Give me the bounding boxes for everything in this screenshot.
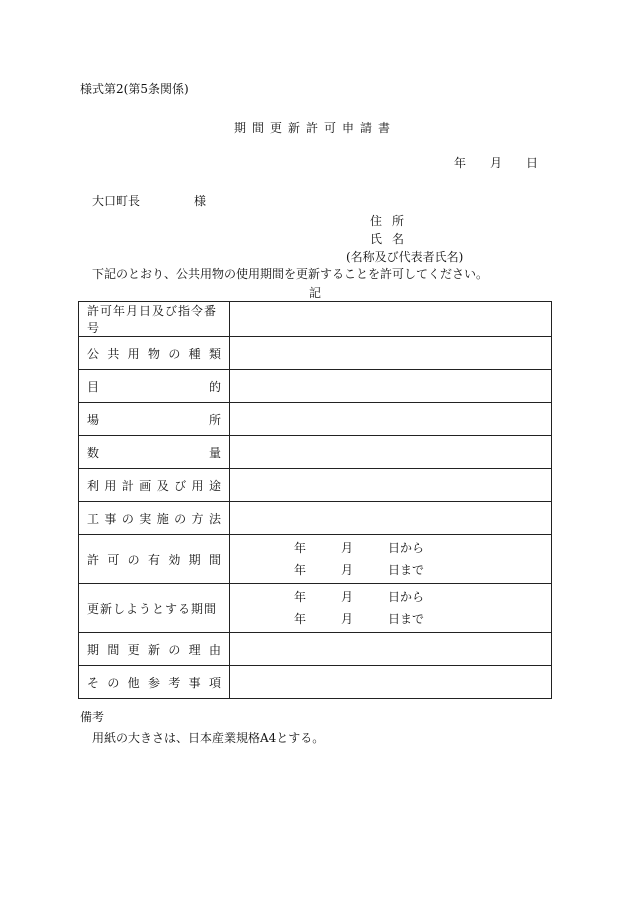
table-row xyxy=(79,535,552,584)
row-label xyxy=(79,502,230,535)
renewal-reason-field[interactable] xyxy=(230,633,552,666)
row-label xyxy=(79,584,230,633)
purpose-label: 目 的 xyxy=(87,379,221,394)
type-label: 公 共 用 物 の 種 類 xyxy=(87,346,221,361)
row-label xyxy=(79,370,230,403)
row-label xyxy=(79,666,230,699)
renewal-reason-label: 期 間 更 新 の 理 由 xyxy=(87,642,221,657)
type-field[interactable] xyxy=(230,337,552,370)
period-until-line xyxy=(230,559,551,581)
table-row xyxy=(79,302,552,337)
addressee-name: 大口町長 xyxy=(92,194,141,208)
year-text: 年 xyxy=(294,590,307,604)
date-year: 年 xyxy=(454,156,467,170)
table-row xyxy=(79,403,552,436)
period-until-line xyxy=(230,608,551,630)
permit-no-label: 許可年月日及び指令番号 xyxy=(87,304,218,335)
month-text: 月 xyxy=(341,563,354,577)
row-label xyxy=(79,633,230,666)
row-label xyxy=(79,436,230,469)
year-text: 年 xyxy=(294,612,307,626)
month-text: 月 xyxy=(341,541,354,555)
date-day: 日 xyxy=(526,156,539,170)
table-row xyxy=(79,633,552,666)
until-text: 日まで xyxy=(388,612,425,626)
from-text: 日から xyxy=(388,590,425,604)
construction-field[interactable] xyxy=(230,502,552,535)
document-title: 期間更新許可申請書 xyxy=(233,121,396,135)
row-label xyxy=(79,337,230,370)
table-row xyxy=(79,666,552,699)
renewal-period-field[interactable] xyxy=(230,584,552,633)
year-text: 年 xyxy=(294,563,307,577)
quantity-label: 数 量 xyxy=(87,445,221,460)
usage-plan-label: 利 用 計 画 及 び 用 途 xyxy=(87,478,221,493)
usage-plan-field[interactable] xyxy=(230,469,552,502)
from-text: 日から xyxy=(388,541,425,555)
year-text: 年 xyxy=(294,541,307,555)
construction-label: 工 事 の 実 施 の 方 法 xyxy=(87,511,221,526)
table-row xyxy=(79,337,552,370)
purpose-field[interactable] xyxy=(230,370,552,403)
ki-label: 記 xyxy=(308,286,321,300)
period-from-line xyxy=(230,537,551,559)
addressee xyxy=(92,194,206,208)
period-from-line xyxy=(230,586,551,608)
until-text: 日まで xyxy=(388,563,425,577)
form-label: 様式第2(第5条関係) xyxy=(80,82,189,96)
applicant-address-label: 住所 xyxy=(370,214,415,228)
date-line xyxy=(454,156,538,170)
row-label xyxy=(79,302,230,337)
valid-period-label: 許 可 の 有 効 期 間 xyxy=(87,552,221,567)
valid-period-field[interactable] xyxy=(230,535,552,584)
application-table xyxy=(78,301,552,699)
table-row xyxy=(79,502,552,535)
remarks-heading: 備考 xyxy=(80,710,105,724)
other-label: そ の 他 参 考 事 項 xyxy=(87,675,221,690)
renewal-period-label: 更新しようとする期間 xyxy=(87,601,218,616)
applicant-name-label: 氏名 xyxy=(370,232,415,246)
other-field[interactable] xyxy=(230,666,552,699)
location-field[interactable] xyxy=(230,403,552,436)
table-row xyxy=(79,469,552,502)
table-row xyxy=(79,370,552,403)
quantity-field[interactable] xyxy=(230,436,552,469)
row-label xyxy=(79,535,230,584)
row-label xyxy=(79,469,230,502)
applicant-block xyxy=(346,212,496,266)
month-text: 月 xyxy=(341,612,354,626)
request-text: 下記のとおり、公共用物の使用期間を更新することを許可してください。 xyxy=(92,267,489,281)
month-text: 月 xyxy=(341,590,354,604)
row-label xyxy=(79,403,230,436)
location-label: 場 所 xyxy=(87,412,221,427)
applicant-name-note: (名称及び代表者氏名) xyxy=(346,250,464,264)
date-month: 月 xyxy=(490,156,503,170)
table-row xyxy=(79,436,552,469)
table-row xyxy=(79,584,552,633)
permit-no-field[interactable] xyxy=(230,302,552,337)
remarks-text: 用紙の大きさは、日本産業規格A4とする。 xyxy=(92,731,325,745)
addressee-honorific: 様 xyxy=(194,194,207,208)
